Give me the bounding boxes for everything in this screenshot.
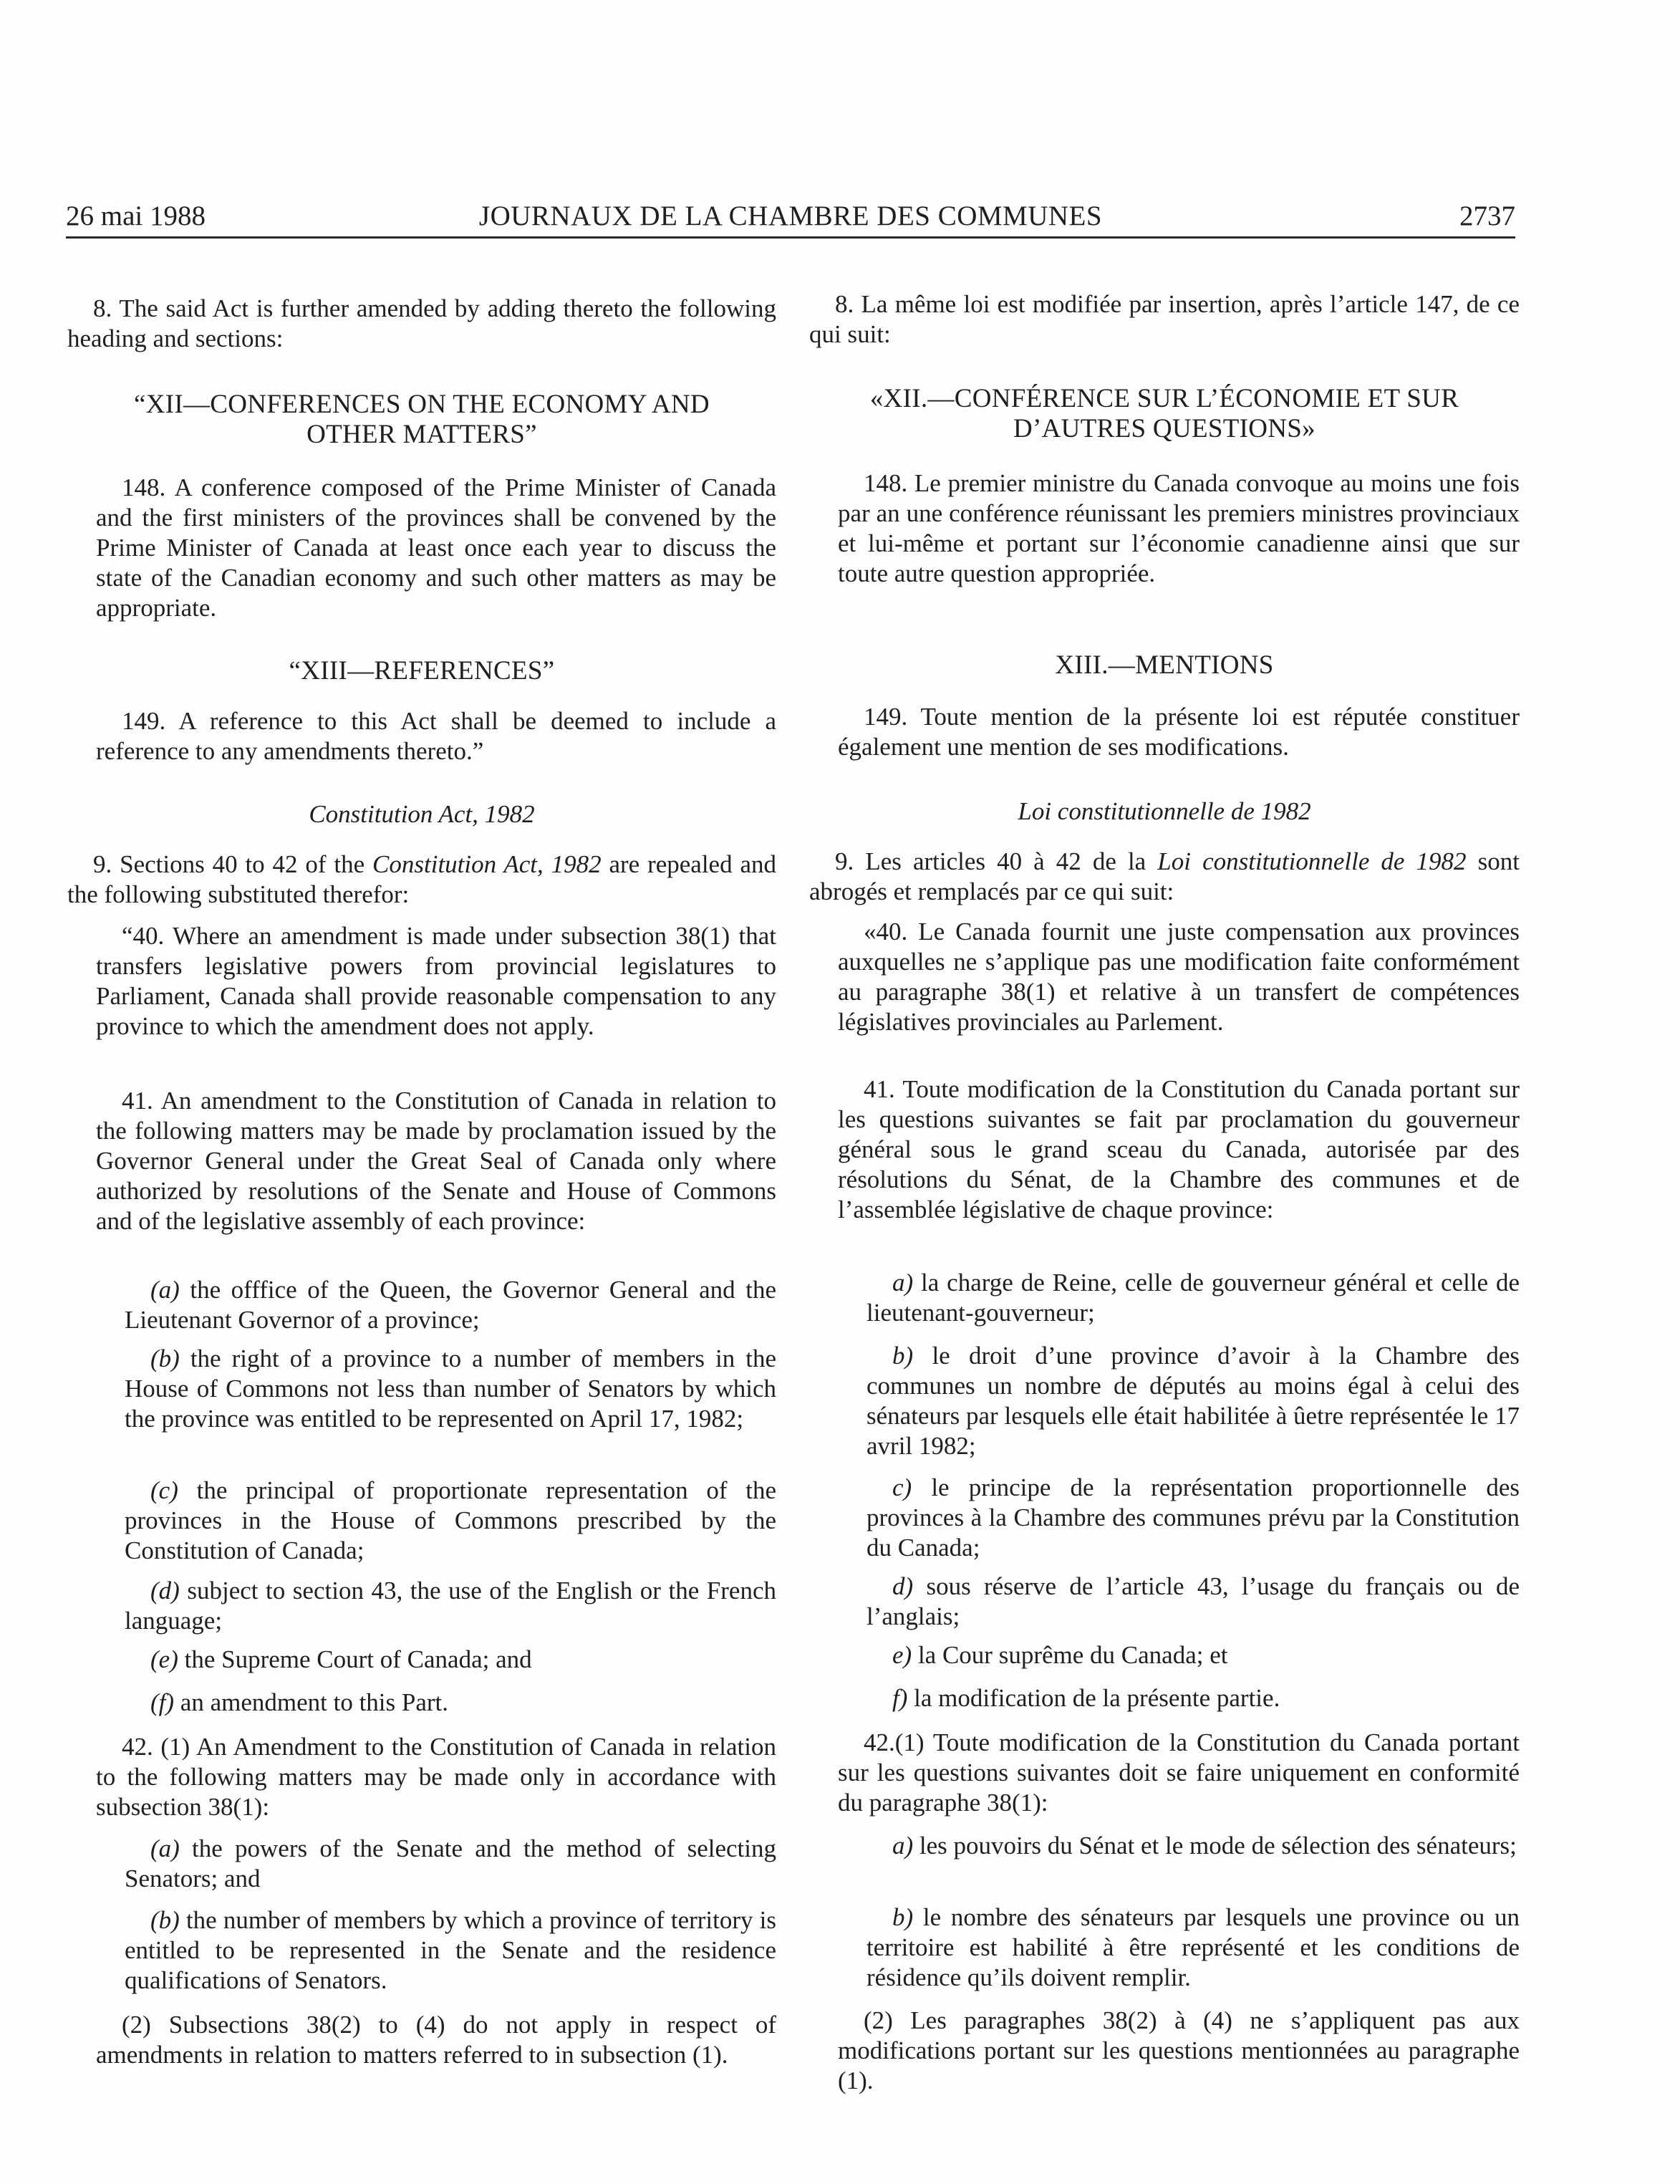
fr-section-41-a: a) la charge de Reine, celle de gouverneur général et celle de lieutenant-gouverneur; [866,1269,1520,1327]
fr-section-41-e: e) la Cour suprême du Canada; et [892,1641,1228,1669]
fr-section-42-1: 42.(1) Toute modification de la Constitution du Canada portant sur les questions suivantes doit se faire uniquement en conformité du paragraphe 38(1): [838,1728,1520,1817]
en-heading-xii-line2: OTHER MATTERS” [306,420,537,449]
en-section-41-e: (e) the Supreme Court of Canada; and [150,1645,532,1673]
fr-section-42-2: (2) Les paragraphes 38(2) à (4) ne s’appliquent pas aux modifications portant sur les questions mentionnées au paragraphe (1). [838,2006,1520,2094]
fr-section-42-b: b) le nombre des sénateurs par lesquels une province ou un territoire est habilité à être représenté et les conditions de résidence qu’ils doivent remplir. [866,1903,1520,1991]
fr-section-9: 9. Les articles 40 à 42 de la Loi constitutionnelle de 1982 sont abrogés et remplacés par ce qui suit: [809,847,1520,905]
en-section-148: 148. A conference composed of the Prime Minister of Canada and the first ministers of the provinces shall be convened by the Prime Minister of Canada at least once each year to discuss the state of the Canadian economy and such other matters as may be appropriate. [96,473,776,622]
en-section-8: 8. The said Act is further amended by adding thereto the following heading and sections: [67,294,776,352]
en-subtitle-constitution-act: Constitution Act, 1982 [309,800,535,828]
en-section-41: 41. An amendment to the Constitution of Canada in relation to the following matters may be made by proclamation issued by the Governor General under the Great Seal of Canada only where authorized by resolutions of the Senate and House of Commons and of the legislative assembly of each province: [96,1087,776,1235]
journal-title: JOURNAUX DE LA CHAMBRE DES COMMUNES [478,201,1103,231]
fr-subtitle-loi-constitutionnelle: Loi constitutionnelle de 1982 [1018,797,1311,825]
en-section-42-1: 42. (1) An Amendment to the Constitution of Canada in relation to the following matters may be made only in accordance with subsection 38(1): [96,1733,776,1821]
en-section-41-b: (b) the right of a province to a number of members in the House of Commons not less than number of Senators by which the province was entitled to be represented on April 17, 1982; [125,1344,776,1433]
fr-section-148: 148. Le premier ministre du Canada convoque au moins une fois par an une conférence réunissant les premiers ministres provinciaux et lui-même et portant sur l’économie canadienne ainsi que sur toute autre question appropriée. [838,469,1520,587]
fr-section-42-a: a) les pouvoirs du Sénat et le mode de sélection des sénateurs; [892,1832,1517,1860]
fr-section-41: 41. Toute modification de la Constitution du Canada portant sur les questions suivantes se fait par proclamation du gouverneur général sous le grand sceau du Canada, autorisée par des résolutions du Sénat, de la Chambre des communes et de l’assemblée législative de chaque province: [838,1075,1520,1223]
page-number: 2737 [1459,201,1515,231]
fr-heading-xii-line2: D’AUTRES QUESTIONS» [1013,414,1315,443]
en-section-149: 149. A reference to this Act shall be deemed to include a reference to any amendments thereto.” [96,707,776,765]
en-section-40: “40. Where an amendment is made under subsection 38(1) that transfers legislative powers from provincial legislatures to Parliament, Canada shall provide reasonable compensation to any province to which the amendment does not apply. [96,922,776,1040]
fr-section-41-c: c) le principe de la représentation proportionnelle des provinces à la Chambre des communes prévu par la Constitution du Canada; [866,1473,1520,1562]
en-section-41-f: (f) an amendment to this Part. [150,1688,449,1716]
fr-section-41-d: d) sous réserve de l’article 43, l’usage du français ou de l’anglais; [866,1572,1520,1630]
en-section-9: 9. Sections 40 to 42 of the Constitution Act, 1982 are repealed and the following substituted therefor: [67,850,776,908]
en-heading-xiii: “XIII—REFERENCES” [289,656,555,685]
fr-section-40: «40. Le Canada fournit une juste compensation aux provinces auxquelles ne s’applique pas une modification faite conformément au paragraphe 38(1) et relative à un transfert de compétences législatives provinciales au Parlement. [838,918,1520,1036]
en-section-41-a: (a) the offfice of the Queen, the Governor General and the Lieutenant Governor of a province; [125,1276,776,1334]
en-heading-xii-line1: “XII—CONFERENCES ON THE ECONOMY AND [134,390,710,419]
fr-section-149: 149. Toute mention de la présente loi est réputée constituer également une mention de ses modifications. [838,703,1520,761]
en-section-42-b: (b) the number of members by which a province of territory is entitled to be represented in the Senate and the residence qualifications of Senators. [125,1906,776,1994]
header-date: 26 mai 1988 [66,201,206,231]
fr-section-8: 8. La même loi est modifiée par insertion, après l’article 147, de ce qui suit: [809,290,1520,348]
en-section-42-a: (a) the powers of the Senate and the method of selecting Senators; and [125,1834,776,1892]
fr-heading-xii-line1: «XII.—CONFÉRENCE SUR L’ÉCONOMIE ET SUR [869,384,1459,413]
en-section-41-c: (c) the principal of proportionate representation of the provinces in the House of Commons prescribed by the Constitution of Canada; [125,1476,776,1564]
fr-section-41-b: b) le droit d’une province d’avoir à la Chambre des communes un nombre de députés au moins égal à celui des sénateurs par lesquels elle était habilitée à ûetre représentée le 17 avril 1982; [866,1342,1520,1460]
page-header [66,193,1515,239]
en-section-42-2: (2) Subsections 38(2) to (4) do not apply in respect of amendments in relation to matters referred to in subsection (1). [96,2011,776,2069]
fr-section-41-f: f) la modification de la présente partie. [892,1684,1280,1712]
fr-heading-xiii: XIII.—MENTIONS [1055,650,1274,680]
en-section-41-d: (d) subject to section 43, the use of the English or the French language; [125,1577,776,1635]
